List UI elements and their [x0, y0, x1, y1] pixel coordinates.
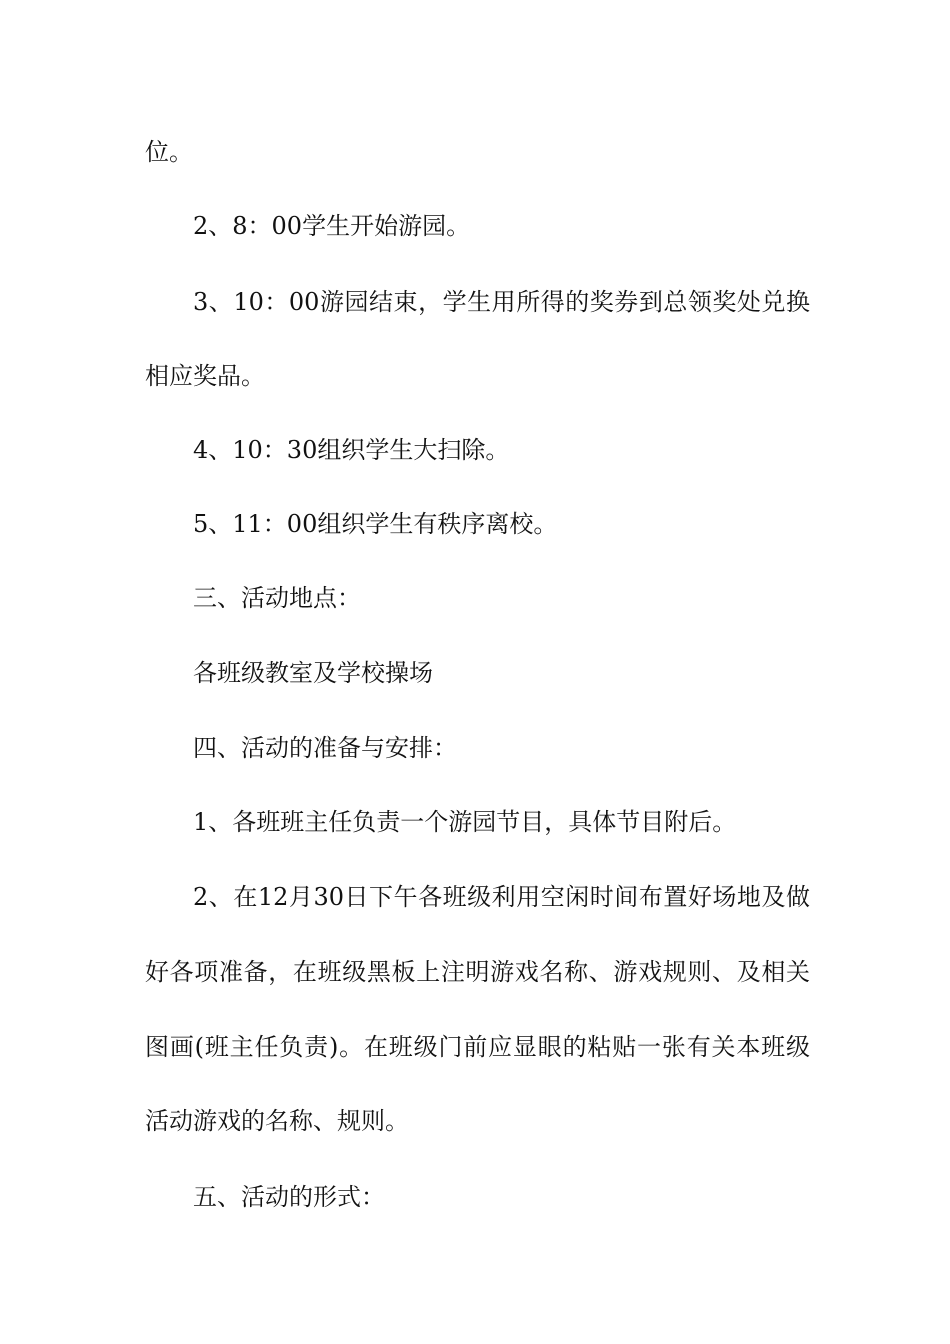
- paragraph-line: 活动游戏的名称、规则。: [145, 1107, 409, 1135]
- section-heading: 四、活动的准备与安排：: [193, 734, 457, 762]
- paragraph-line: 4、10：30组织学生大扫除。: [193, 436, 510, 464]
- paragraph-line: 2、在12月30日下午各班级利用空闲时间布置好场地及做: [193, 883, 810, 911]
- paragraph-line: 5、11：00组织学生有秩序离校。: [193, 510, 558, 538]
- paragraph-line: 相应奖品。: [145, 362, 265, 390]
- paragraph-line: 1、各班班主任负责一个游园节目，具体节目附后。: [193, 808, 737, 836]
- paragraph-line: 图画(班主任负责)。在班级门前应显眼的粘贴一张有关本班级: [145, 1033, 810, 1061]
- section-heading: 三、活动地点：: [193, 584, 361, 612]
- paragraph-line: 各班级教室及学校操场: [193, 659, 433, 687]
- paragraph-line: 位。: [145, 138, 193, 166]
- paragraph-line: 好各项准备，在班级黑板上注明游戏名称、游戏规则、及相关: [145, 958, 810, 986]
- paragraph-line: 3、10：00游园结束，学生用所得的奖券到总领奖处兑换: [193, 288, 810, 316]
- section-heading: 五、活动的形式：: [193, 1183, 385, 1211]
- paragraph-line: 2、8：00学生开始游园。: [193, 212, 471, 240]
